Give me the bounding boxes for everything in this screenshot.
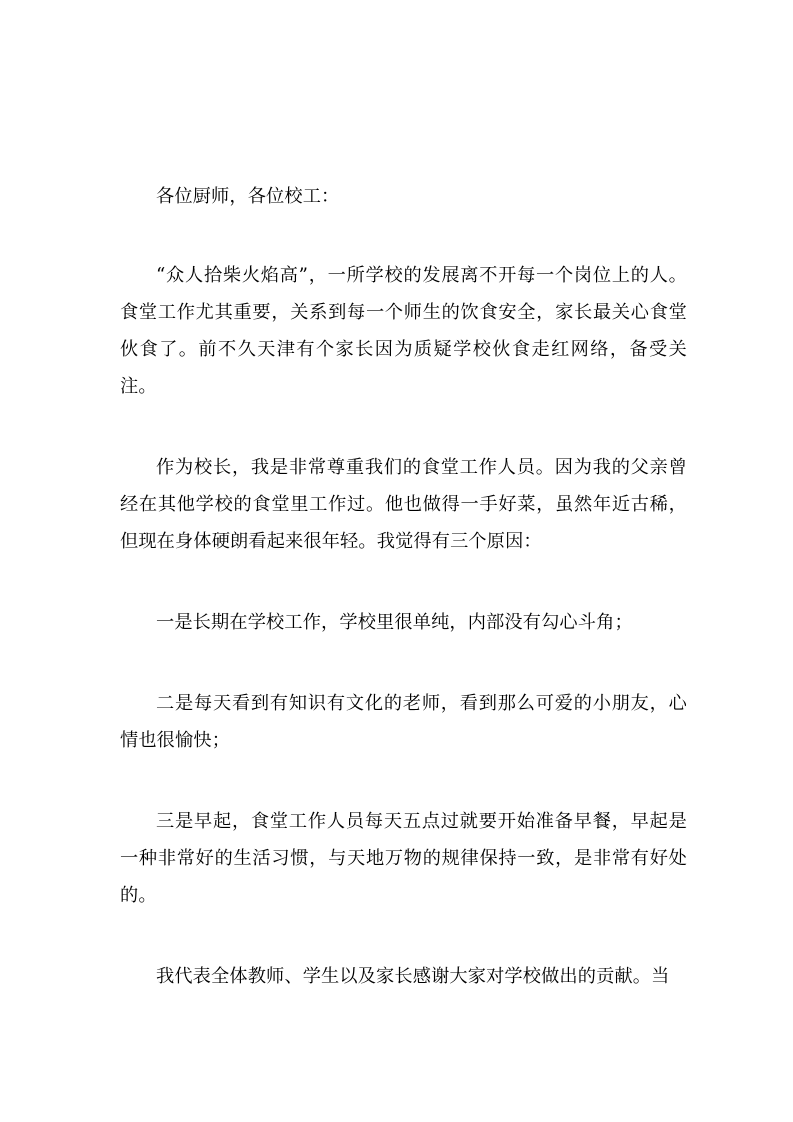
paragraph-6: 我代表全体教师、学生以及家长感谢大家对学校做出的贡献。当 [156, 966, 670, 987]
paragraph-4: 二是每天看到有知识有文化的老师，看到那么可爱的小朋友，心情也很愉快； [120, 693, 687, 751]
paragraph-1: “众人拾柴火焰高”，一所学校的发展离不开每一个岗位上的人。食堂工作尤其重要，关系到每一个师生的饮食安全，家长最关心食堂伙食了。前不久天津有个家长因为质疑学校伙食走红网络，备受关注。 [120, 265, 687, 397]
paragraph-2: 作为校长，我是非常尊重我们的食堂工作人员。因为我的父亲曾经在其他学校的食堂里工作过。他也做得一手好菜，虽然年近古稀，但现在身体硬朗看起来很年轻。我觉得有三个原因： [120, 457, 687, 552]
paragraph-3: 一是长期在学校工作，学校里很单纯，内部没有勾心斗角； [156, 612, 633, 633]
paragraph-5: 三是早起，食堂工作人员每天五点过就要开始准备早餐，早起是一种非常好的生活习惯，与天地万物的规律保持一致，是非常有好处的。 [120, 811, 687, 906]
salutation: 各位厨师，各位校工： [156, 186, 340, 207]
document-body [120, 178, 687, 995]
